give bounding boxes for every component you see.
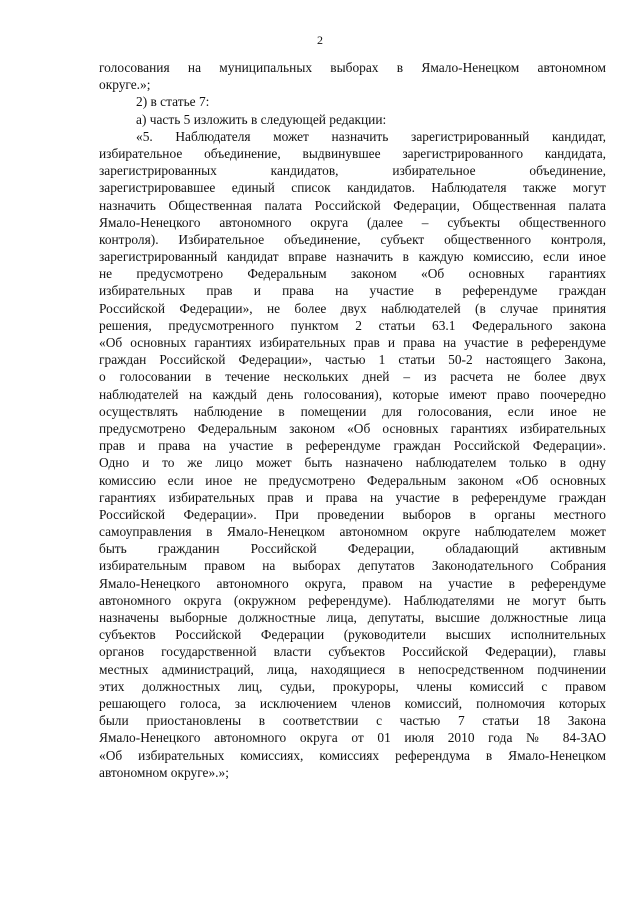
text-line: комиссию если иное не предусмотрено Федеральным законом «Об основных [99, 472, 606, 488]
text-line: Ямало-Ненецкого автономного округа, правом на участие в референдуме [99, 575, 606, 591]
text-line: граждан Российской Федерации», частью 1 статьи 50-2 настоящего Закона, [99, 352, 606, 368]
text-line: гарантиях избирательных прав и права на участие в референдуме граждан [99, 489, 606, 505]
text-line: прав и права на участие в референдуме граждан Российской Федерации». [99, 438, 606, 454]
text-line: избирательным правом на выборах депутатов Законодательного Собрания [99, 558, 606, 574]
text-line: голосования на муниципальных выборах в Ямало-Ненецком автономном [99, 60, 606, 75]
text-line: наблюдателей на каждый день голосования), которые имеют право поочередно [99, 386, 606, 402]
text-line: автономном округе».»; [99, 764, 229, 780]
text-line: 2) в статье 7: [136, 94, 210, 110]
text-line: органов государственной власти субъектов Российской Федерации), главы [99, 644, 606, 660]
text-line: предусмотрено Федеральным законом «Об основных гарантиях избирательных [99, 420, 606, 436]
text-line: зарегистрировавшее единый список кандидатов. Наблюдателя также могут [99, 180, 606, 196]
text-line: не предусмотрено Федеральным законом «Об основных гарантиях [99, 266, 606, 282]
text-line: зарегистрированный кандидат вправе назначить в каждую комиссию, если иное [99, 249, 606, 265]
document-body [99, 59, 606, 781]
text-line: этих должностных лиц, судьи, прокуроры, члены комиссий с правом [99, 678, 606, 694]
text-line: Российской Федерации». При проведении выборов в органы местного [99, 506, 606, 522]
text-line: самоуправления в Ямало-Ненецком автономном округе наблюдателем может [99, 524, 606, 540]
text-line: субъектов Российской Федерации (руководители высших исполнительных [99, 627, 606, 643]
text-line: Ямало-Ненецкого автономного округа от 01 июля 2010 года № 84-ЗАО [99, 730, 606, 746]
text-line: Ямало-Ненецкого автономного округа (далее – субъекты общественного [99, 214, 606, 230]
text-line: назначены выборные должностные лица, депутаты, высшие должностные лица [99, 610, 606, 625]
text-line: избирательное объединение, выдвинувшее зарегистрированного кандидата, [99, 145, 606, 161]
text-line: округе.»; [99, 77, 151, 93]
text-line: автономного округа (окружном референдуме). Наблюдателями не могут быть [99, 592, 606, 608]
text-line: Российской Федерации», не более двух наблюдателей (в случае принятия [99, 300, 606, 316]
text-line: а) часть 5 изложить в следующей редакции: [136, 111, 387, 127]
text-line: решения, предусмотренного пунктом 2 статьи 63.1 Федерального закона [99, 317, 606, 333]
text-line: избирательных прав и права на участие в референдуме граждан [99, 283, 606, 299]
text-line: Одно и то же лицо может быть назначено наблюдателем только в одну [99, 455, 606, 471]
text-line: местных администраций, лица, находящиеся в непосредственном подчинении [99, 661, 606, 677]
text-line: контроля). Избирательное объединение, субъект общественного контроля, [99, 231, 606, 247]
text-line: были приостановлены в соответствии с частью 7 статьи 18 Закона [99, 713, 606, 729]
page-number: 2 [317, 33, 323, 47]
text-line: осуществлять наблюдение в помещении для голосования, если иное не [99, 403, 606, 419]
text-line: «Об избирательных комиссиях, комиссиях референдума в Ямало-Ненецком [99, 747, 606, 763]
text-line: зарегистрированных кандидатов, избирательное объединение, [99, 163, 606, 179]
text-line: быть гражданин Российской Федерации, обладающий активным [99, 541, 606, 557]
text-line: о голосовании в течение нескольких дней – из расчета не более двух [99, 369, 606, 385]
text-line: «5. Наблюдателя может назначить зарегистрированный кандидат, [136, 128, 606, 144]
text-line: решающего голоса, за исключением членов комиссий, полномочия которых [99, 695, 606, 711]
text-line: «Об основных гарантиях избирательных прав и права на участие в референдуме [99, 335, 606, 350]
text-line: назначить Общественная палата Российской Федерации, Общественная палата [99, 197, 606, 213]
